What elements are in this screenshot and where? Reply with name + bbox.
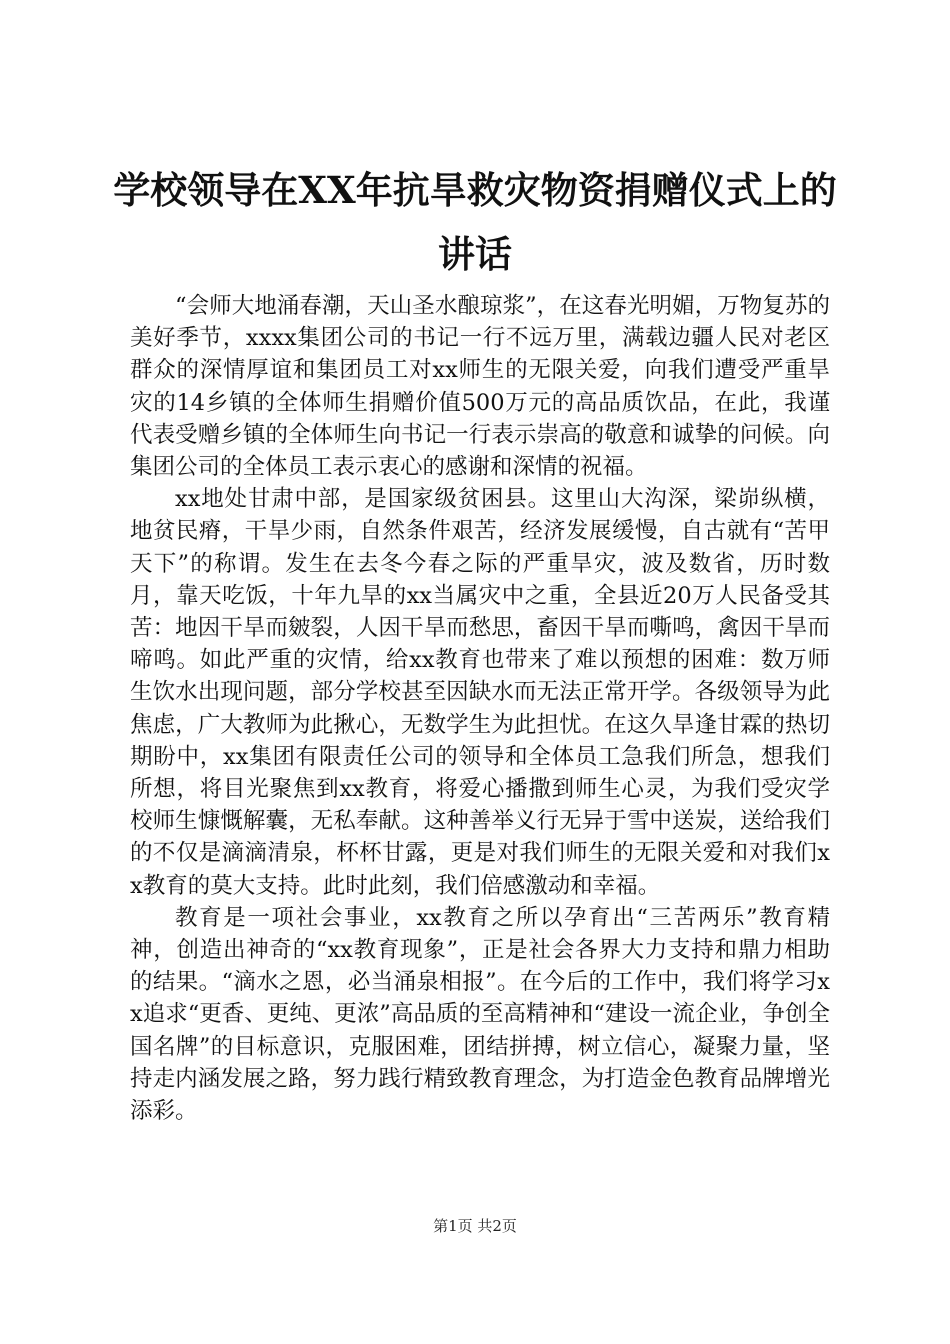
paragraph-3: 教育是一项社会事业，xx教育之所以孕育出“三苦两乐”教育精神，创造出神奇的“xx教育现象”，正是社会各界大力支持和鼎力相助的结果。“滴水之恩，必当涌泉相报”。在今后的工作中，我们将学习xx追求“更香、更纯、更浓”高品质的至高精神和“建设一流企业，争创全国名牌”的目标意识，克服困难，团结拼搏，树立信心，凝聚力量，坚持走内涵发展之路，努力践行精致教育理念，为打造金色教育品牌增光添彩。 bbox=[130, 904, 830, 1125]
paragraph-2: xx地处甘肃中部，是国家级贫困县。这里山大沟深，梁峁纵横，地贫民瘠，干旱少雨，自然条件艰苦，经济发展缓慢，自古就有“苦甲天下”的称谓。发生在去冬今春之际的严重旱灾，波及数省，历时数月，靠天吃饭，十年九旱的xx当属灾中之重，全县近20万人民备受其苦：地因干旱而皴裂，人因干旱而愁思，畜因干旱而嘶鸣，禽因干旱而啼鸣。如此严重的灾情，给xx教育也带来了难以预想的困难：数万师生饮水出现问题，部分学校甚至因缺水而无法正常开学。各级领导为此焦虑，广大教师为此揪心，无数学生为此担忧。在这久旱逢甘霖的热切期盼中，xx集团有限责任公司的领导和全体员工急我们所急，想我们所想，将目光聚焦到xx教育，将爱心播撒到师生心灵，为我们受灾学校师生慷慨解囊，无私奉献。这种善举义行无异于雪中送炭，送给我们的不仅是滴滴清泉，杯杯甘露，更是对我们师生的无限关爱和对我们xx教育的莫大支持。此时此刻，我们倍感激动和幸福。 bbox=[130, 486, 830, 899]
title-line-2: 讲话 bbox=[438, 232, 512, 276]
title-line-1: 学校领导在XX年抗旱救灾物资捐赠仪式上的 bbox=[113, 168, 837, 212]
page-title bbox=[100, 158, 850, 286]
page-footer: 第1页 共2页 bbox=[433, 1217, 517, 1235]
document-body bbox=[130, 290, 830, 1127]
paragraph-1: “会师大地涌春潮，天山圣水酿琼浆”，在这春光明媚，万物复苏的美好季节，xxxx集团公司的书记一行不远万里，满载边疆人民对老区群众的深情厚谊和集团员工对xx师生的无限关爱，向我们遭受严重旱灾的14乡镇的全体师生捐赠价值500万元的高品质饮品，在此，我谨代表受赠乡镇的全体师生向书记一行表示崇高的敬意和诚挚的问候。向集团公司的全体员工表示衷心的感谢和深情的祝福。 bbox=[130, 293, 830, 481]
